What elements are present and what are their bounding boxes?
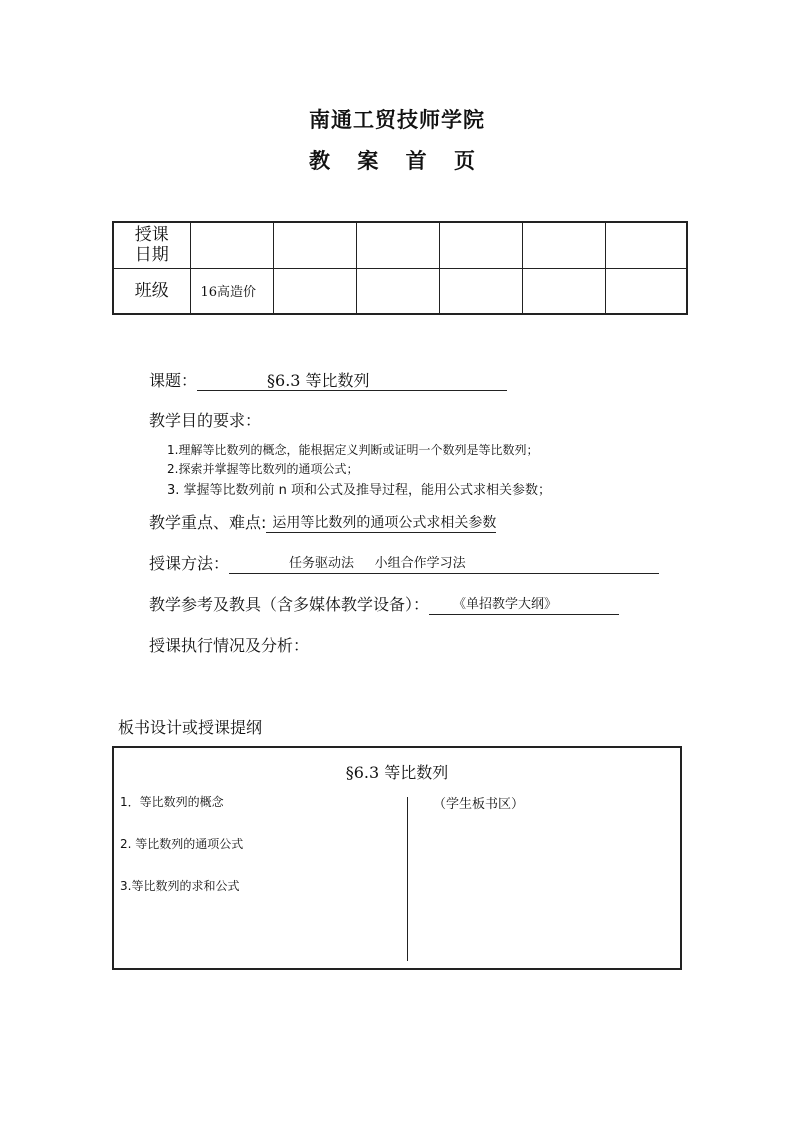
- table-cell: [522, 222, 605, 268]
- topic-underline: [197, 372, 507, 391]
- table-cell: [605, 268, 687, 314]
- method-underline: [229, 555, 659, 574]
- board-title: §6.3 等比数列: [345, 763, 449, 782]
- table-cell: [190, 222, 273, 268]
- method-label: 授课方法：: [149, 554, 230, 573]
- topic-value: §6.3 等比数列: [267, 371, 370, 390]
- class-label: 班级: [134, 280, 169, 301]
- table-row: [113, 268, 687, 314]
- keypoints-row: [149, 510, 496, 533]
- board-divider: [407, 797, 408, 961]
- refs-row: [149, 592, 619, 615]
- table-cell: [356, 222, 439, 268]
- board-section-label: 板书设计或授课提纲: [118, 718, 263, 737]
- table-cell: [356, 268, 439, 314]
- method-row: [149, 551, 659, 574]
- objectives-label: 教学目的要求：: [149, 411, 262, 430]
- topic-row: [149, 368, 507, 391]
- refs-label: 教学参考及教具（含多媒体教学设备）：: [149, 595, 430, 614]
- schedule-table: [112, 221, 688, 315]
- objective-item: 1.理解等比数列的概念，能根据定义判断或证明一个数列是等比数列；: [167, 443, 539, 457]
- analysis-label: 授课执行情况及分析：: [149, 636, 310, 655]
- refs-value: 《单招教学大纲》: [453, 597, 558, 612]
- school-name: 南通工贸技师学院: [309, 107, 485, 132]
- board-item: 3.等比数列的求和公式: [120, 879, 240, 893]
- objective-item: 3. 掌握等比数列前 n 项和公式及推导过程，能用公式求相关参数；: [167, 483, 552, 498]
- topic-label: 课题：: [149, 371, 198, 390]
- date-label-cell: [113, 222, 190, 268]
- objective-item: 2.探索并掌握等比数列的通项公式；: [167, 462, 359, 476]
- board-item: 1．等比数列的概念: [120, 795, 224, 809]
- class-value-cell: [190, 268, 273, 314]
- table-cell: [522, 268, 605, 314]
- method-value: 任务驱动法 小组合作学习法: [289, 556, 466, 571]
- table-cell: [439, 268, 522, 314]
- keypoints-value: 运用等比数列的通项公式求相关参数: [266, 514, 496, 533]
- table-cell: [273, 222, 356, 268]
- refs-underline: [429, 596, 619, 615]
- class-label-cell: [113, 268, 190, 314]
- document-title: 教 案 首 页: [309, 148, 485, 173]
- class-value: 16高造价: [200, 285, 257, 301]
- keypoints-label: 教学重点、难点:: [149, 513, 267, 532]
- table-cell: [439, 222, 522, 268]
- board-item: 2. 等比数列的通项公式: [120, 837, 244, 851]
- table-row: [113, 222, 687, 268]
- date-label: 授课 日期: [134, 225, 169, 266]
- table-cell: [273, 268, 356, 314]
- table-cell: [605, 222, 687, 268]
- student-area-label: （学生板书区）: [433, 797, 525, 812]
